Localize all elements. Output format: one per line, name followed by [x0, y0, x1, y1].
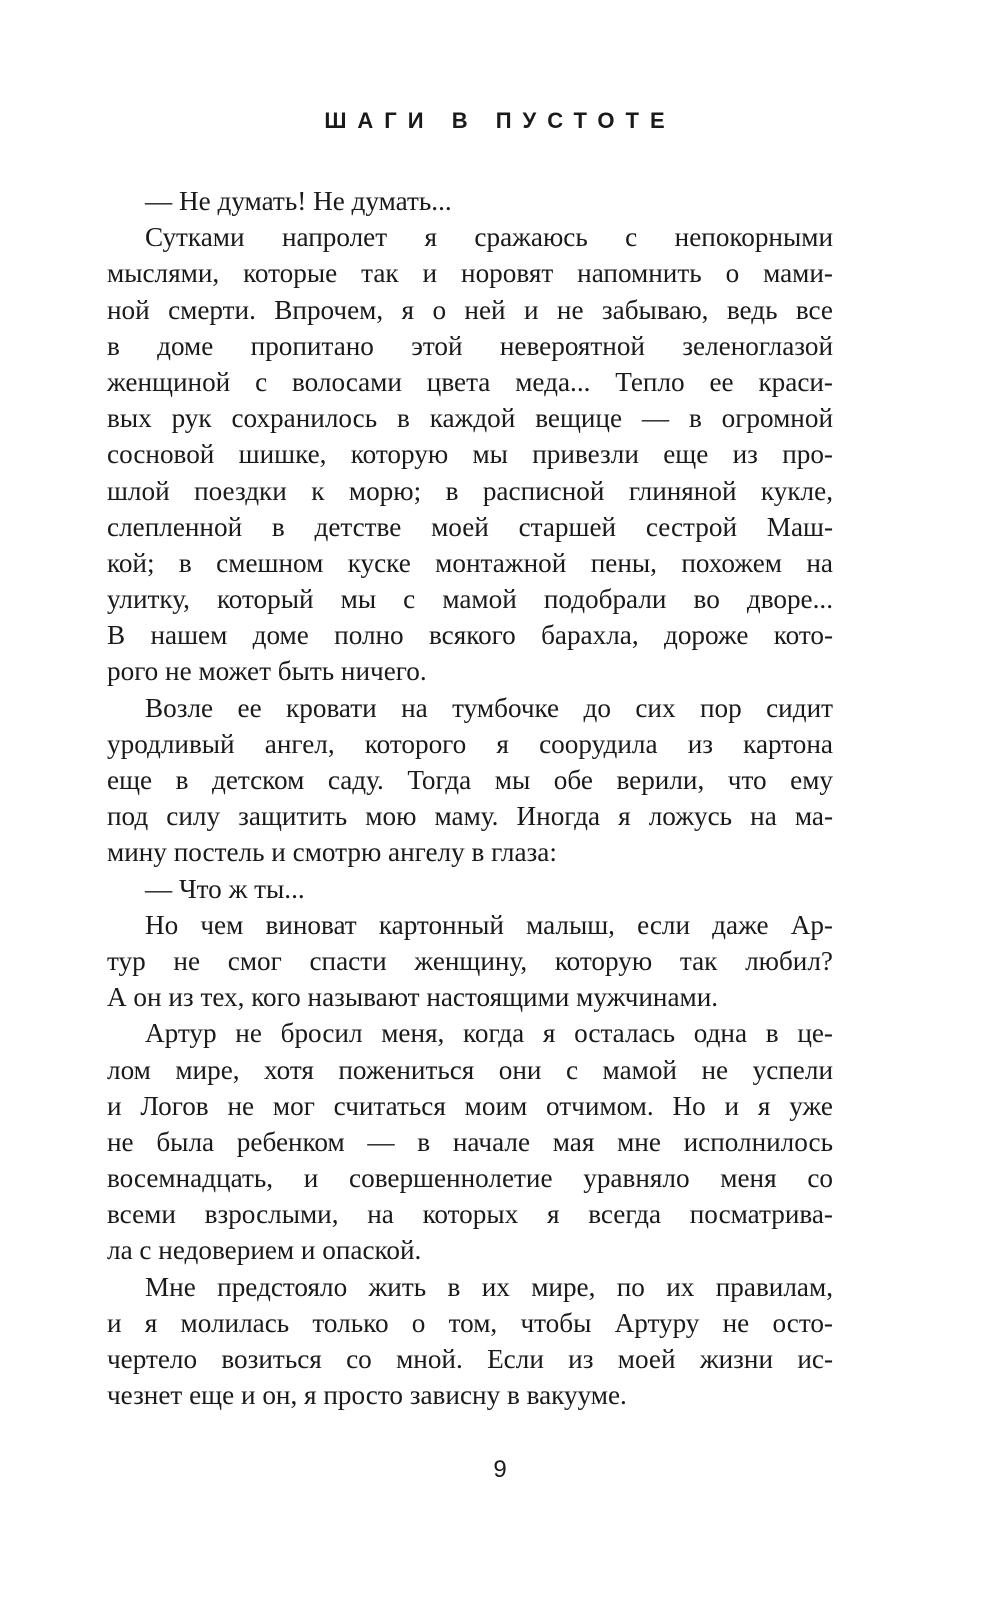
text-line-content: под силу защитить мою маму. Иногда я ложусь на ма-: [107, 801, 833, 832]
text-line: [107, 1196, 833, 1232]
text-line-content: Возле ее кровати на тумбочке до сих пор сидит: [145, 692, 833, 723]
text-line-content: Но чем виноват картонный малыш, если даже Ар-: [145, 909, 833, 940]
text-line-content: Артур не бросил меня, когда я осталась одна в це-: [145, 1018, 833, 1049]
running-head: ШАГИ В ПУСТОТЕ: [324, 108, 676, 133]
text-line: [107, 1341, 833, 1377]
text-line: [107, 1232, 833, 1268]
text-line-content: тур не смог спасти женщину, которую так любил?: [107, 945, 833, 976]
text-line: [107, 328, 833, 364]
text-line-content: еще в детском саду. Тогда мы обе верили, что ему: [107, 765, 833, 795]
text-line: [107, 1377, 833, 1413]
text-line: [107, 617, 833, 653]
text-line: [107, 364, 833, 400]
text-line: [107, 798, 833, 834]
text-line-content: кой; в смешном куске монтажной пены, похожем на: [107, 547, 833, 578]
text-line: [107, 834, 833, 870]
body-text: [107, 183, 833, 1413]
text-line: [107, 1160, 833, 1196]
text-line-content: мину постель и смотрю ангелу в глаза:: [107, 837, 557, 868]
text-line-content: Мне предстояло жить в их мире, по их правилам,: [145, 1271, 833, 1302]
text-line: [107, 473, 833, 509]
text-line: [107, 292, 833, 328]
text-line-content: уродливый ангел, которого я соорудила из картона: [107, 728, 833, 759]
text-line: [107, 653, 833, 689]
text-line: [107, 762, 833, 798]
text-line: [107, 943, 833, 979]
text-line-content: чезнет еще и он, я просто зависну в вакууме.: [107, 1380, 627, 1411]
text-line: [107, 871, 833, 907]
text-line: [107, 1088, 833, 1124]
text-line-content: мыслями, которые так и норовят напомнить о мами-: [107, 258, 833, 289]
text-line: [107, 400, 833, 436]
text-line-content: вых рук сохранилось в каждой вещице — в огромной: [107, 403, 833, 434]
text-line: [107, 183, 833, 219]
text-line: [107, 545, 833, 581]
text-line-content: улитку, который мы с мамой подобрали во дворе...: [107, 584, 833, 615]
text-line: [107, 726, 833, 762]
text-line: [107, 907, 833, 943]
text-line-content: ла с недоверием и опаской.: [107, 1235, 422, 1266]
text-line: [107, 1269, 833, 1305]
text-line-content: — Что ж ты...: [145, 873, 305, 904]
page-number: 9: [493, 1456, 507, 1483]
text-line-content: В нашем доме полно всякого барахла, дороже кото-: [107, 620, 833, 651]
text-line: [107, 1015, 833, 1051]
text-line-content: — Не думать! Не думать...: [145, 186, 452, 216]
text-line-content: А он из тех, кого называют настоящими мужчинами.: [107, 982, 719, 1013]
text-line-content: и Логов не мог считаться моим отчимом. Но и я уже: [107, 1090, 833, 1121]
text-line-content: и я молилась только о том, чтобы Артуру не осто-: [107, 1307, 833, 1338]
text-line-content: чертело возиться со мной. Если из моей жизни ис-: [107, 1344, 833, 1374]
text-line: [107, 979, 833, 1015]
text-line: [107, 581, 833, 617]
text-line-content: шлой поездки к морю; в расписной глиняной кукле,: [107, 475, 833, 506]
text-line-content: в доме пропитано этой невероятной зеленоглазой: [107, 330, 833, 361]
text-line: [107, 1052, 833, 1088]
text-line-content: сосновой шишке, которую мы привезли еще из про-: [107, 439, 833, 470]
text-line: [107, 255, 833, 291]
text-line: [107, 690, 833, 726]
text-line: [107, 436, 833, 472]
text-line: [107, 509, 833, 545]
text-line: [107, 219, 833, 255]
text-line: [107, 1305, 833, 1341]
text-line: [107, 1124, 833, 1160]
text-line-content: лом мире, хотя пожениться они с мамой не успели: [107, 1054, 833, 1085]
text-line-content: восемнадцать, и совершеннолетие уравняло меня со: [107, 1163, 833, 1194]
text-line-content: всеми взрослыми, на которых я всегда посматрива-: [107, 1199, 833, 1230]
text-line-content: не была ребенком — в начале мая мне исполнилось: [107, 1126, 833, 1157]
text-line-content: женщиной с волосами цвета меда... Тепло ее краси-: [107, 366, 833, 397]
text-line-content: рого не может быть ничего.: [107, 656, 427, 687]
text-line-content: ной смерти. Впрочем, я о ней и не забываю, ведь все: [107, 294, 833, 325]
text-line-content: слепленной в детстве моей старшей сестрой Маш-: [107, 511, 833, 542]
text-line-content: Сутками напролет я сражаюсь с непокорными: [145, 222, 833, 253]
